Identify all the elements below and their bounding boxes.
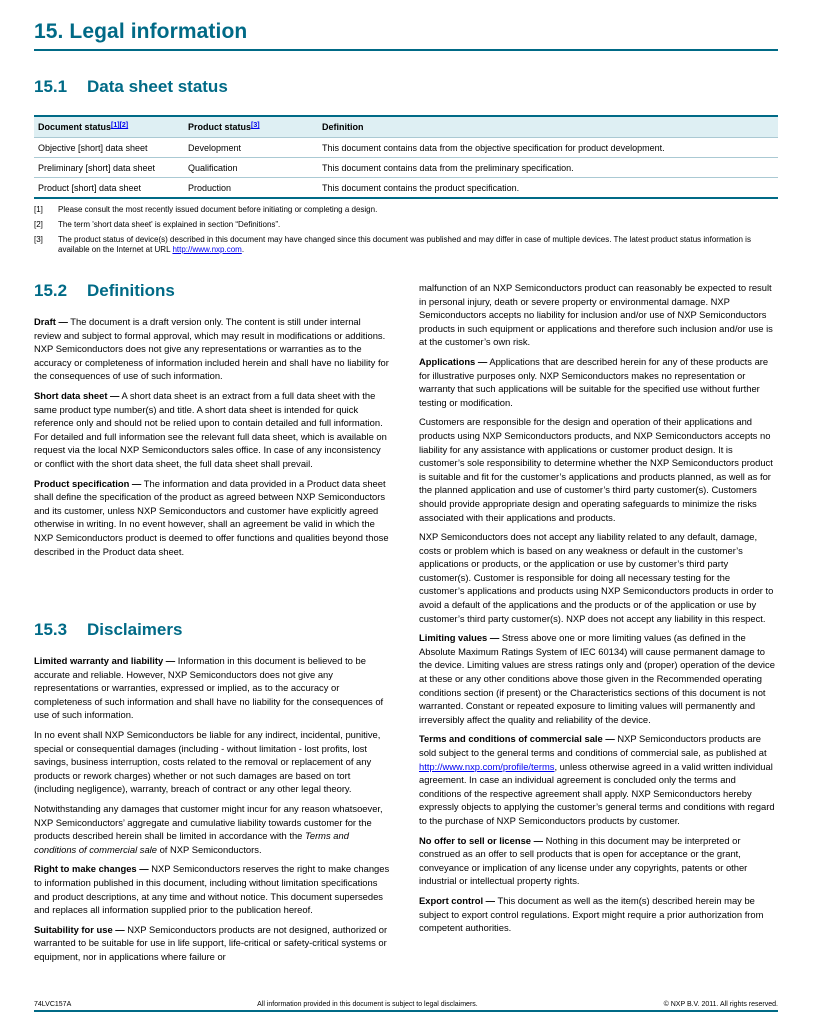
cell-definition: This document contains data from the preliminary specification. xyxy=(318,158,778,178)
ref-link-3[interactable]: [3] xyxy=(251,122,260,129)
term: Short data sheet — xyxy=(34,389,120,401)
term-text: The information and data provided in a Product data sheet shall define the specification of the product as agreed between NXP Semiconductors and its customer, unless NXP Semiconductors and customer have explicitly agreed otherwise in writing. In no event however, shall an agreement be valid in which the NXP Semiconductors product is deemed to offer functions and qualities beyond those described in the Product data sheet. xyxy=(34,477,389,557)
table-row xyxy=(34,138,778,158)
italic-reference: Terms and conditions of commercial sale xyxy=(34,830,349,855)
term-text: Applications that are described herein for any of these products are for illustrative purposes only. NXP Semiconductors makes no representation or warranty that such applications will be suitable for the specified use without further testing or modification. xyxy=(419,355,769,408)
header-label: Document status xyxy=(38,122,112,132)
definition-product-specification xyxy=(34,477,390,559)
note-1 xyxy=(34,205,778,215)
heading-data-sheet-status xyxy=(34,77,228,97)
cell-document-status: Objective [short] data sheet xyxy=(34,138,184,158)
cell-document-status: Product [short] data sheet xyxy=(34,178,184,199)
disclaimer-limiting-values xyxy=(419,631,775,726)
disclaimer-no-offer xyxy=(419,834,775,888)
term: No offer to sell or license — xyxy=(419,834,543,846)
header-label: Product status xyxy=(188,122,252,132)
text: Notwithstanding any damages that customer might incur for any reason whatsoever, NXP Semiconductors’ aggregate and cumulative liability towards customer for the products described herein shall be limited in accordance with the xyxy=(34,802,383,842)
section-title: 15. Legal information xyxy=(34,20,248,43)
disclaimer-applications xyxy=(419,355,775,409)
term-text: , unless otherwise agreed in a valid written individual agreement. In case an individual agreement is concluded only the terms and conditions of the respective agreement shall apply. NXP Semiconductors hereby expressly objects to applying the customer’s general terms and conditions with regard to the purchase of NXP Semiconductors products by customer. xyxy=(419,760,775,826)
cell-product-status: Production xyxy=(184,178,318,199)
term-text: NXP Semiconductors products are sold subject to the general terms and conditions of commercial sale, as published at xyxy=(419,733,767,758)
term-text: Nothing in this document may be interpreted or construed as an offer to sell products that is open for acceptance or the grant, conveyance or implication of any license under any copyrights, patents or other industrial or intellectual property rights. xyxy=(419,834,748,887)
heading-disclaimers xyxy=(34,620,182,640)
note-3 xyxy=(34,235,778,255)
disclaimer-export-control xyxy=(419,894,775,935)
footer-copyright: © NXP B.V. 2011. All rights reserved. xyxy=(663,1001,778,1008)
ref-link-1[interactable]: [1] xyxy=(111,122,120,129)
footer-disclaimer-note: All information provided in this document is subject to legal disclaimers. xyxy=(257,1001,478,1008)
terms-url-link[interactable]: http://www.nxp.com/profile/terms xyxy=(419,760,555,772)
disclaimer-customers: Customers are responsible for the design and operation of their applications and products using NXP Semiconductors products, and NXP Semiconductors accepts no liability for any assistance with applications or customer product design. It is customer’s sole responsibility to determine whether the NXP Semiconductors product is suitable and fit for the customer’s applications and products planned, as well as for the planned application and use of customer’s third party customer(s). Customers should provide appropriate design and operating safeguards to minimize the risks associated with their applications and products. xyxy=(419,416,773,523)
disclaimer-no-event: In no event shall NXP Semiconductors be liable for any indirect, incidental, punitive, special or consequential damages (including - without limitation - lost profits, lost savings, business interruption, costs related to the removal or replacement of any products or rework charges) whether or not such damages are based on tort (including negligence), warranty, breach of contract or any other legal theory. xyxy=(34,728,381,795)
nxp-url-link[interactable]: http://www.nxp.com xyxy=(172,245,242,254)
table-notes xyxy=(34,205,778,260)
disclaimers-body-right xyxy=(419,281,775,941)
note-number: [3] xyxy=(34,235,43,244)
cell-product-status: Qualification xyxy=(184,158,318,178)
col-header-product-status xyxy=(184,116,318,138)
disclaimer-suitability xyxy=(34,923,390,964)
cell-document-status: Preliminary [short] data sheet xyxy=(34,158,184,178)
term-text: NXP Semiconductors products are not designed, authorized or warranted to be suitable for use in life support, life-critical or safety-critical systems or equipment, nor in applications where failure or xyxy=(34,923,388,962)
heading-number: 15.1 xyxy=(34,77,68,96)
disclaimer-nxp-no-liability: NXP Semiconductors does not accept any liability related to any default, damage, costs or problem which is based on any weakness or default in the customer’s applications or products, or the application or use by customer’s third party customer(s). Customer is responsible for doing all necessary testing for the customer’s applications and products using NXP Semiconductors products in order to avoid a default of the applications and the products or of the application or use by customer’s third party customer(s). NXP does not accept any liability in this respect. xyxy=(419,531,774,624)
disclaimer-limited-warranty xyxy=(34,654,390,722)
cell-product-status: Development xyxy=(184,138,318,158)
definition-draft xyxy=(34,315,390,383)
term-text: NXP Semiconductors reserves the right to make changes to information published in this document, including without limitation specifications and product descriptions, at any time and without notice. This document supersedes and replaces all information supplied prior to the publication hereof. xyxy=(34,863,390,916)
heading-text: Data sheet status xyxy=(87,77,228,96)
term: Limiting values — xyxy=(419,632,500,644)
term: Limited warranty and liability — xyxy=(34,655,176,666)
heading-text: Disclaimers xyxy=(87,620,183,639)
note-number: [2] xyxy=(34,220,43,229)
table-row xyxy=(34,158,778,178)
term: Applications — xyxy=(419,355,488,367)
disclaimer-right-to-make-changes xyxy=(34,862,390,916)
disclaimers-body-left xyxy=(34,654,390,969)
term: Terms and conditions of commercial sale — xyxy=(419,733,615,745)
term-text: This document as well as the item(s) described herein may be subject to export control regulations. Export might require a prior authorization from competent authorities. xyxy=(419,894,764,934)
term-text: Stress above one or more limiting values (as defined in the Absolute Maximum Ratings System of IEC 60134) will cause permanent damage to the device. Limiting values are stress ratings only and (proper) operation of the device at these or any other conditions above those given in the Recommended operating conditions section (if present) or the Characteristics sections of this document is not warranted. Constant or repeated exposure to limiting values will permanently and irreversibly affect the quality and reliability of the device. xyxy=(419,632,775,725)
definition-short-data-sheet xyxy=(34,389,390,471)
note-number: [1] xyxy=(34,205,43,214)
text: of NXP Semiconductors. xyxy=(156,843,262,855)
heading-text: Definitions xyxy=(87,281,175,300)
col-header-document-status xyxy=(34,116,184,138)
term: Right to make changes — xyxy=(34,863,149,875)
note-text: The term 'short data sheet' is explained in section “Definitions”. xyxy=(58,220,281,229)
term: Product specification — xyxy=(34,477,142,489)
note-text-end: . xyxy=(241,245,245,254)
term: Export control — xyxy=(419,894,496,906)
disclaimer-terms-conditions xyxy=(419,732,775,827)
heading-definitions xyxy=(34,281,175,301)
title-rule xyxy=(34,49,778,51)
data-sheet-status-table xyxy=(34,115,778,199)
col-header-definition: Definition xyxy=(318,116,778,138)
ref-link-2[interactable]: [2] xyxy=(119,122,129,129)
page-footer xyxy=(34,1001,778,1012)
note-text-body: The product status of device(s) described in this document may have changed since this document was published and may differ in case of multiple devices. The latest product status information is available on the Internet at URL xyxy=(58,235,751,254)
footer-product-id: 74LVC157A xyxy=(34,1001,72,1008)
term: Draft — xyxy=(34,316,68,327)
cell-definition: This document contains data from the objective specification for product development. xyxy=(318,138,778,158)
note-2 xyxy=(34,220,778,230)
disclaimer-suitability-cont: malfunction of an NXP Semiconductors product can reasonably be expected to result in personal injury, death or severe property or environmental damage. NXP Semiconductors accepts no liability for inclusion and/or use of NXP Semiconductors products in such equipment or applications and therefore such inclusion and/or use is at the customer’s own risk. xyxy=(419,282,773,348)
disclaimer-notwithstanding xyxy=(34,802,390,856)
heading-number: 15.3 xyxy=(34,620,68,639)
note-text: Please consult the most recently issued document before initiating or completing a design. xyxy=(58,205,378,214)
heading-number: 15.2 xyxy=(34,281,68,300)
term-text: Information in this document is believed to be accurate and reliable. However, NXP Semiconductors does not give any representations or warranties, expressed or implied, as to the accuracy or completeness of such information and shall have no liability for the consequences of use of such information. xyxy=(34,655,384,721)
definitions-body xyxy=(34,315,390,564)
term-text: A short data sheet is an extract from a full data sheet with the same product type number(s) and title. A short data sheet is intended for quick reference only and should not be relied upon to contain detailed and full information. For detailed and full information see the relevant full data sheet, which is available on request via the local NXP Semiconductors sales office. In case of any inconsistency or conflict with the short data sheet, the full data sheet shall prevail. xyxy=(34,389,387,469)
table-header-row xyxy=(34,116,778,138)
term: Suitability for use — xyxy=(34,923,125,935)
cell-definition: This document contains the product specification. xyxy=(318,178,778,199)
table-row xyxy=(34,178,778,199)
term-text: The document is a draft version only. The content is still under internal review and subject to formal approval, which may result in modifications or additions. NXP Semiconductors does not give any representations or warranties as to the accuracy or completeness of information included herein and shall have no liability for the consequences of use of such information. xyxy=(34,316,389,382)
note-text xyxy=(58,235,778,255)
